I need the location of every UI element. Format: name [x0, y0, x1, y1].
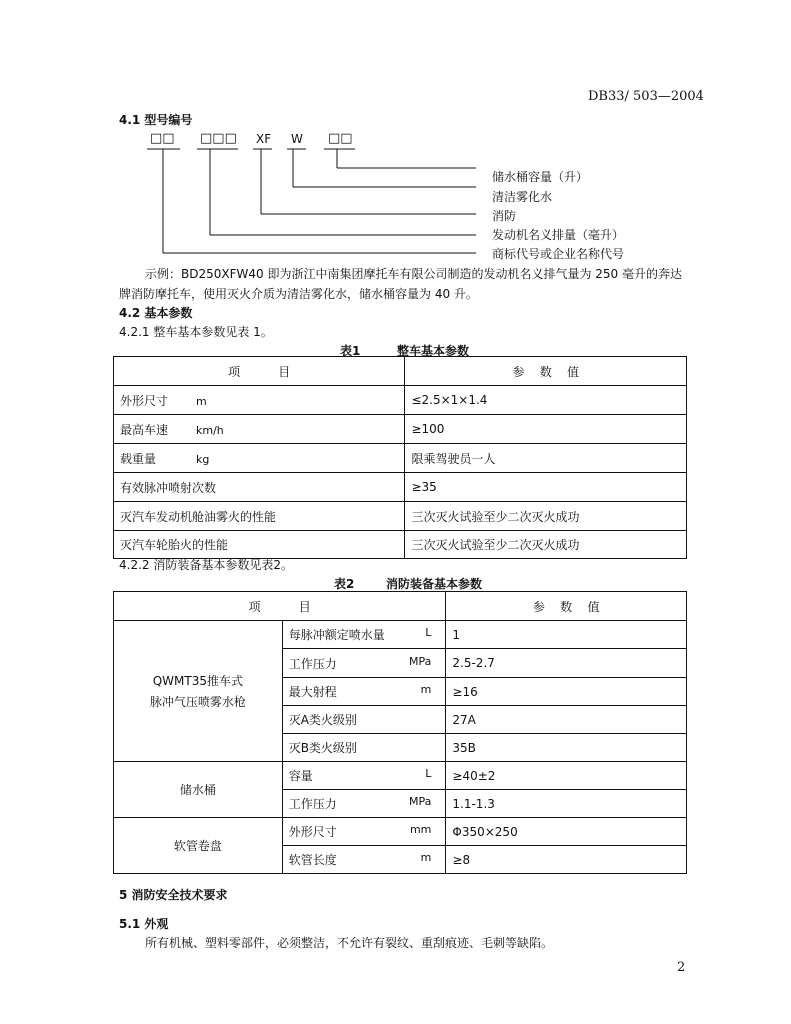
table1-cell-item: 最高车速 km/h	[114, 415, 405, 444]
table1-caption-title: 整车基本参数	[397, 344, 470, 358]
table2-cell-item: 软管长度 m	[282, 846, 446, 874]
page-number: 2	[677, 960, 686, 975]
table2-group-name: 软管卷盘	[114, 818, 283, 874]
model-part-xf: XF	[256, 132, 272, 146]
legend-capacity: 储水桶容量（升）	[492, 170, 589, 184]
table1-cell-item: 外形尺寸 m	[114, 386, 405, 415]
table-row	[114, 415, 687, 444]
table1-cell-value: 限乘驾驶员一人	[405, 444, 687, 473]
table2-cell-item: 每脉冲额定喷水量 L	[282, 621, 446, 649]
table-row	[114, 444, 687, 473]
table-row	[114, 621, 687, 649]
table2-cell-item: 灭B类火级别	[282, 734, 446, 762]
table2	[113, 591, 687, 874]
table2-caption-title: 消防装备基本参数	[386, 577, 483, 591]
table2-cell-value: ≥8	[446, 846, 687, 874]
table1-cell-value: ≥100	[405, 415, 687, 444]
model-part-capacity: □□	[328, 131, 353, 146]
table-row	[114, 762, 687, 790]
table1-cell-value: 三次灭火试验至少二次灭火成功	[405, 531, 687, 559]
table1-cell-item: 有效脉冲喷射次数	[114, 473, 405, 502]
table2-cell-value: 27A	[446, 706, 687, 734]
model-part-displacement: □□□	[200, 131, 237, 146]
table2-cell-value: Φ350×250	[446, 818, 687, 846]
table2-header-value: 参 数 值	[446, 592, 687, 621]
example-line-1: 示例：BD250XFW40 即为浙江中南集团摩托车有限公司制造的发动机名义排气量为 250 毫升的奔达	[145, 267, 682, 281]
section-5-1-heading: 5.1 外观	[119, 917, 169, 931]
legend-brand: 商标代号或企业名称代号	[492, 247, 625, 261]
table2-cell-item: 最大射程 m	[282, 678, 446, 706]
table2-cell-value: 35B	[446, 734, 687, 762]
table2-group-name: QWMT35推车式 脉冲气压喷雾水枪	[114, 621, 283, 762]
document-code: DB33/ 503—2004	[588, 89, 704, 104]
table1-header-value: 参 数 值	[405, 357, 687, 386]
table-row	[114, 473, 687, 502]
table1-cell-item: 灭汽车轮胎火的性能	[114, 531, 405, 559]
legend-clean-mist-water: 清洁雾化水	[492, 190, 553, 204]
section-5-heading: 5 消防安全技术要求	[119, 888, 228, 902]
table2-header-item: 项 目	[114, 592, 446, 621]
table2-cell-item: 工作压力 MPa	[282, 790, 446, 818]
model-part-brand: □□	[150, 131, 175, 146]
table1-cell-value: ≥35	[405, 473, 687, 502]
section-5-1-text: 所有机械、塑料零部件，必须整洁，不允许有裂纹、重刮痕迹、毛刺等缺陷。	[145, 936, 554, 950]
section-4-1-heading: 4.1 型号编号	[119, 113, 193, 127]
table2-cell-item: 容量 L	[282, 762, 446, 790]
table1-cell-item: 灭汽车发动机舱油雾火的性能	[114, 502, 405, 531]
table-row	[114, 502, 687, 531]
table2-header-row	[114, 592, 687, 621]
legend-displacement: 发动机名义排量（毫升）	[492, 228, 625, 242]
legend-fire: 消防	[492, 209, 517, 223]
table2-cell-value: 1.1-1.3	[446, 790, 687, 818]
table1-header-row	[114, 357, 687, 386]
table1-caption-number: 表1	[340, 344, 361, 358]
table-row	[114, 818, 687, 846]
table-row	[114, 386, 687, 415]
table2-group-name: 储水桶	[114, 762, 283, 818]
table2-cell-item: 工作压力 MPa	[282, 649, 446, 678]
section-4-2-1: 4.2.1 整车基本参数见表 1。	[119, 325, 273, 339]
table2-cell-value: ≥16	[446, 678, 687, 706]
model-part-w: W	[291, 132, 303, 146]
table1	[113, 356, 687, 559]
example-line-2: 牌消防摩托车，使用灭火介质为清洁雾化水，储水桶容量为 40 升。	[119, 287, 478, 301]
table1-cell-value: 三次灭火试验至少二次灭火成功	[405, 502, 687, 531]
table2-cell-item: 灭A类火级别	[282, 706, 446, 734]
table2-cell-value: 1	[446, 621, 687, 649]
model-code-connector-lines	[0, 0, 791, 270]
table2-caption-number: 表2	[334, 577, 355, 591]
table2-cell-item: 外形尺寸 mm	[282, 818, 446, 846]
table2-cell-value: 2.5-2.7	[446, 649, 687, 678]
table-row	[114, 531, 687, 559]
table1-cell-item: 载重量 kg	[114, 444, 405, 473]
section-4-2-2: 4.2.2 消防装备基本参数见表2。	[119, 558, 293, 572]
table1-cell-value: ≤2.5×1×1.4	[405, 386, 687, 415]
table2-cell-value: ≥40±2	[446, 762, 687, 790]
table1-header-item: 项 目	[114, 357, 405, 386]
section-4-2-heading: 4.2 基本参数	[119, 306, 193, 320]
